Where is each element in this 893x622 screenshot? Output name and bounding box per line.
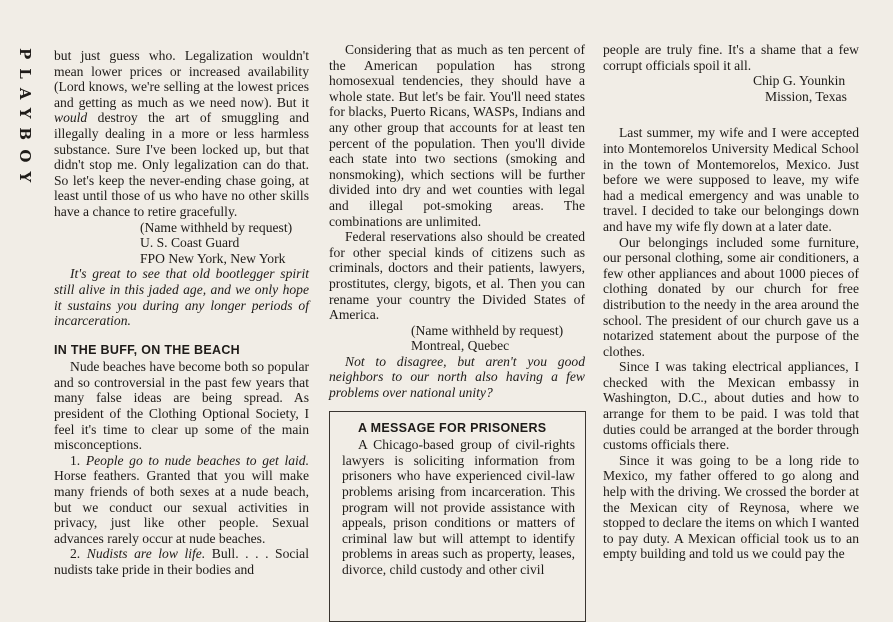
letter-paragraph: Federal reservations also should be created for other special kinds of citizens such as criminals, doctors and their patients, lawyers, prostitutes, clergy, bigots, et al. Then you can rename your country the Divided States of America.	[329, 229, 585, 323]
signature-unit: U. S. Coast Guard	[140, 235, 240, 251]
column-3	[603, 42, 859, 562]
column-1	[54, 48, 309, 578]
letter-divider	[603, 104, 859, 125]
signature-name: (Name withheld by request)	[411, 322, 564, 338]
editor-reply: Not to disagree, but aren't you good neighbors to our north also having a few problems over national unity?	[329, 353, 585, 401]
letter-paragraph: Last summer, my wife and I were accepted into Montemorelos University Medical School in the town of Montemorelos, Mexico. Just before we were supposed to leave, my wife had a medical emergency and was unable to travel. I decided to take our belongings down and have my wife fly down at a later date.	[603, 125, 859, 234]
letter-paragraph: Since it was going to be a long ride to Mexico, my father offered to go along and help with the driving. We crossed the border at the Mexican city of Reynosa, where we stopped to declare the items on which I wanted to pay duty. A Mexican official took us to an empty building and told us we could pay the	[603, 452, 859, 562]
letter-paragraph: 1. People go to nude beaches to get laid. Horse feathers. Granted that you will make many friends of both sexes at a nude beach, but we conduct our sexual activities in privacy, just like other people. Sexual advances rarely occur at nude beaches.	[54, 452, 309, 546]
masthead	[14, 48, 54, 208]
letter-paragraph: 2. Nudists are low life. Bull. . . . Social nudists take pride in their bodies and	[54, 546, 309, 577]
letter-paragraph: Our belongings included some furniture, our personal clothing, some air conditioners, a few other appliances and about 1000 pieces of clothing donated by our church for free distribution to the needy in the area around the school. The president of our church gave us a notarized statement about the purpose of the clothes.	[603, 234, 859, 359]
signature-name: Chip G. Younkin	[753, 73, 846, 89]
letter-paragraph: Nude beaches have become both so popular and so controversial in the past few years that many false ideas are being spread. As president of the Clothing Optional Society, I feel it's time to clear up some of the main misconceptions.	[54, 359, 309, 453]
box-heading: A MESSAGE FOR PRISONERS	[358, 420, 547, 435]
masthead-text: PLAYBOY	[16, 48, 34, 192]
column-2	[329, 42, 585, 622]
letter-paragraph: but just guess who. Legalization wouldn't mean lower prices or increased availability (Lord knows, we're selling at the lowest prices and getting as much as we need now). But it would destroy the art of smuggling and illegally dealing in a more or less harmless substance. Sure I've been locked up, but that didn't stop me. Only legalization can do that. So let's keep the never-ending chase going, at least until those of us who have no other skills have a chance to retire gracefully.	[54, 48, 309, 219]
prisoner-message-box	[329, 411, 586, 622]
letter-paragraph: people are truly fine. It's a shame that a few corrupt officials spoil it all.	[603, 42, 859, 73]
signature-location: FPO New York, New York	[140, 250, 286, 266]
section-heading: IN THE BUFF, ON THE BEACH	[54, 342, 240, 357]
signature-location: Mission, Texas	[765, 88, 847, 104]
letter-paragraph: Considering that as much as ten percent of the American population has strong homosexual tendencies, they should have a whole state. But let's be fair. You'll need states for blacks, Puerto Ricans, WASPs, Indians and any other group that accounts for at least ten percent of the population. Then you'll divide each state into two sections (smoking and nonsmoking), which sections will be further divided into dry and wet counties with legal and illegal pot-smoking areas. The combinations are unlimited.	[329, 42, 585, 229]
signature-name: (Name withheld by request)	[140, 219, 293, 235]
letter-paragraph: Since I was taking electrical appliances, I checked with the Mexican embassy in Washington, D.C., about duties and how to arrange for them to be paid. I was told that duties could be arranged at the border through customs officials there.	[603, 359, 859, 453]
box-text: A Chicago-based group of civil-rights lawyers is soliciting information from prisoners who have experienced civil-law problems arising from incarceration. This program will not provide assistance with appeals, prison conditions or matters of criminal law but will attempt to identify problems in areas such as property, leases, divorce, child custody and other civil	[342, 437, 575, 577]
editor-reply: It's great to see that old bootlegger spirit still alive in this jaded age, and we only hope it sustains you during any longer periods of incarceration.	[54, 266, 309, 329]
signature-location: Montreal, Quebec	[411, 338, 510, 354]
